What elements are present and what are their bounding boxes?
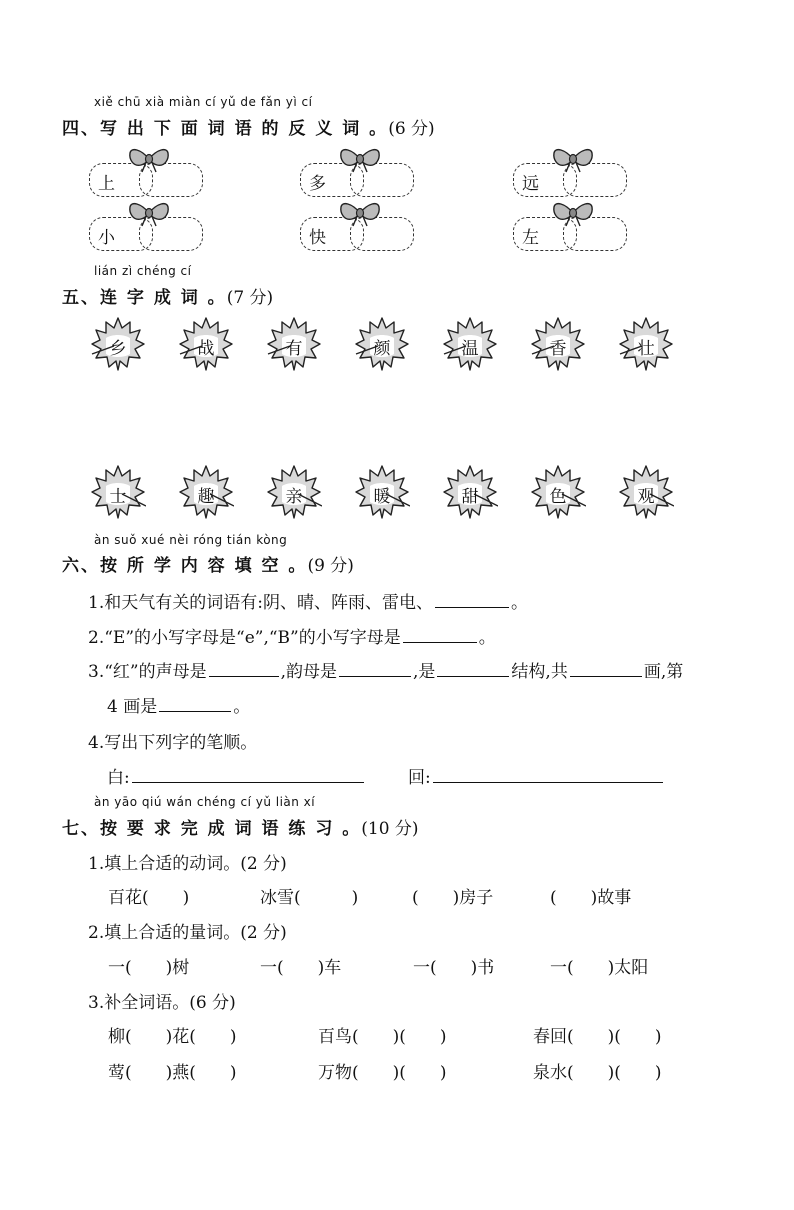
fill-item[interactable]: 一( )车 xyxy=(260,958,342,978)
given-word: 左 xyxy=(522,228,539,248)
antonym-pair xyxy=(300,163,416,197)
leaf-card[interactable] xyxy=(442,464,498,524)
q6-3-text-c: ,是 xyxy=(413,662,436,682)
question-6-4: 4.写出下列字的笔顺。 xyxy=(88,733,258,753)
section7-score: (10 分) xyxy=(361,819,419,839)
section4-title: 四、写 出 下 面 词 语 的 反 义 词 。 xyxy=(62,119,389,139)
leaf-character: 乡 xyxy=(109,339,127,359)
section4-pinyin: xiě chū xià miàn cí yǔ de fǎn yì cí xyxy=(94,95,313,109)
given-word: 多 xyxy=(309,174,326,194)
leaf-card[interactable] xyxy=(266,464,322,524)
leaf-character: 颜 xyxy=(373,339,391,359)
fill-item[interactable]: 百鸟( )( ) xyxy=(318,1027,447,1047)
leaf-card[interactable] xyxy=(178,464,234,524)
fourth-stroke-blank[interactable] xyxy=(159,693,231,712)
fill-item[interactable]: 冰雪( ) xyxy=(260,888,359,908)
structure-blank[interactable] xyxy=(437,658,509,677)
char-bai-label: 白: xyxy=(107,768,130,788)
stroke-count-blank[interactable] xyxy=(570,658,642,677)
leaf-character: 香 xyxy=(549,339,567,359)
leaf-card[interactable] xyxy=(354,316,410,376)
fill-item[interactable]: 一( )书 xyxy=(413,958,495,978)
leaf-card[interactable] xyxy=(530,316,586,376)
leaf-card[interactable] xyxy=(354,464,410,524)
leaf-character: 观 xyxy=(637,487,655,507)
section7-pinyin: àn yāo qiú wán chéng cí yǔ liàn xí xyxy=(94,795,316,809)
section4-heading xyxy=(62,114,435,139)
bow-icon xyxy=(551,201,595,227)
q6-3-text-b: ,韵母是 xyxy=(280,662,338,682)
complete-word-row-1 xyxy=(0,1022,794,1046)
q6-1-blank[interactable] xyxy=(435,589,509,608)
section5-title: 五、连 字 成 词 。 xyxy=(62,288,227,308)
section5-pinyin: lián zì chéng cí xyxy=(94,264,192,278)
question-6-3 xyxy=(88,657,683,682)
question-6-2 xyxy=(88,623,496,648)
given-word: 快 xyxy=(309,228,326,248)
bow-icon xyxy=(551,147,595,173)
fill-item[interactable]: ( )故事 xyxy=(550,888,632,908)
section6-score: (9 分) xyxy=(307,556,354,576)
antonym-pair xyxy=(89,163,205,197)
leaf-character: 色 xyxy=(549,487,567,507)
verb-fill-row xyxy=(0,883,794,907)
fill-item[interactable]: 一( )树 xyxy=(108,958,190,978)
section6-title: 六、按 所 学 内 容 填 空 。 xyxy=(62,556,308,576)
q6-3-text-e: 画,第 xyxy=(643,662,684,682)
question-7-3: 3.补全词语。(6 分) xyxy=(88,993,236,1013)
section6-heading xyxy=(62,551,354,576)
question-6-3-cont xyxy=(107,692,250,717)
antonym-pair xyxy=(89,217,205,251)
question-7-1: 1.填上合适的动词。(2 分) xyxy=(88,854,287,874)
given-word: 远 xyxy=(522,174,539,194)
fill-item[interactable]: 莺( )燕( ) xyxy=(108,1063,237,1083)
bow-icon xyxy=(338,201,382,227)
fill-item[interactable]: 柳( )花( ) xyxy=(108,1027,237,1047)
leaf-character: 甜 xyxy=(461,487,479,507)
bow-icon xyxy=(338,147,382,173)
given-word: 小 xyxy=(98,228,115,248)
leaf-character: 趣 xyxy=(197,487,215,507)
leaf-card[interactable] xyxy=(618,316,674,376)
leaf-card[interactable] xyxy=(266,316,322,376)
leaf-card[interactable] xyxy=(618,464,674,524)
section6-pinyin: àn suǒ xué nèi róng tián kòng xyxy=(94,533,288,547)
given-word: 上 xyxy=(98,174,115,194)
fill-item[interactable]: 万物( )( ) xyxy=(318,1063,447,1083)
fill-item[interactable]: 百花( ) xyxy=(108,888,190,908)
leaf-character: 有 xyxy=(285,339,303,359)
stroke-order-hui-blank[interactable] xyxy=(433,764,663,783)
leaf-character: 士 xyxy=(109,487,127,507)
leaf-character: 亲 xyxy=(285,487,303,507)
fill-item[interactable]: 春回( )( ) xyxy=(533,1027,662,1047)
q6-3-text: 3.“红”的声母是 xyxy=(88,662,207,682)
antonym-pair xyxy=(513,163,629,197)
q6-2-end: 。 xyxy=(478,628,496,648)
bow-icon xyxy=(127,147,171,173)
stroke-order-hui xyxy=(408,763,665,788)
bow-icon xyxy=(127,201,171,227)
leaf-card[interactable] xyxy=(90,464,146,524)
section5-heading xyxy=(62,283,273,308)
fill-item[interactable]: 一( )太阳 xyxy=(550,958,649,978)
leaf-character: 温 xyxy=(461,339,479,359)
stroke-order-bai xyxy=(107,763,366,788)
q6-3-text-f: 4 画是 xyxy=(107,697,158,717)
q6-3-end: 。 xyxy=(233,697,251,717)
question-7-2: 2.填上合适的量词。(2 分) xyxy=(88,923,287,943)
section7-heading xyxy=(62,814,419,839)
section7-title: 七、按 要 求 完 成 词 语 练 习 。 xyxy=(62,819,362,839)
leaf-card[interactable] xyxy=(178,316,234,376)
leaf-character: 暖 xyxy=(373,487,391,507)
measure-word-row xyxy=(0,953,794,977)
question-6-1 xyxy=(88,588,528,613)
stroke-order-bai-blank[interactable] xyxy=(132,764,364,783)
antonym-pair xyxy=(513,217,629,251)
leaf-card[interactable] xyxy=(530,464,586,524)
section4-score: (6 分) xyxy=(388,119,435,139)
leaf-character: 战 xyxy=(197,339,215,359)
complete-word-row-2 xyxy=(0,1058,794,1082)
q6-3-text-d: 结构,共 xyxy=(511,662,568,682)
final-blank[interactable] xyxy=(339,658,411,677)
q6-2-text: 2.“E”的小写字母是“e”,“B”的小写字母是 xyxy=(88,628,401,648)
fill-item[interactable]: 泉水( )( ) xyxy=(533,1063,662,1083)
q6-2-blank[interactable] xyxy=(403,624,477,643)
antonym-pair xyxy=(300,217,416,251)
leaf-card[interactable] xyxy=(442,316,498,376)
char-hui-label: 回: xyxy=(408,768,431,788)
leaf-card[interactable] xyxy=(90,316,146,376)
initial-blank[interactable] xyxy=(209,658,279,677)
q6-1-end: 。 xyxy=(510,593,528,613)
q6-1-text: 1.和天气有关的词语有:阴、晴、阵雨、雷电、 xyxy=(88,593,433,613)
leaf-character: 壮 xyxy=(637,339,655,359)
section5-score: (7 分) xyxy=(226,288,274,308)
fill-item[interactable]: ( )房子 xyxy=(412,888,494,908)
